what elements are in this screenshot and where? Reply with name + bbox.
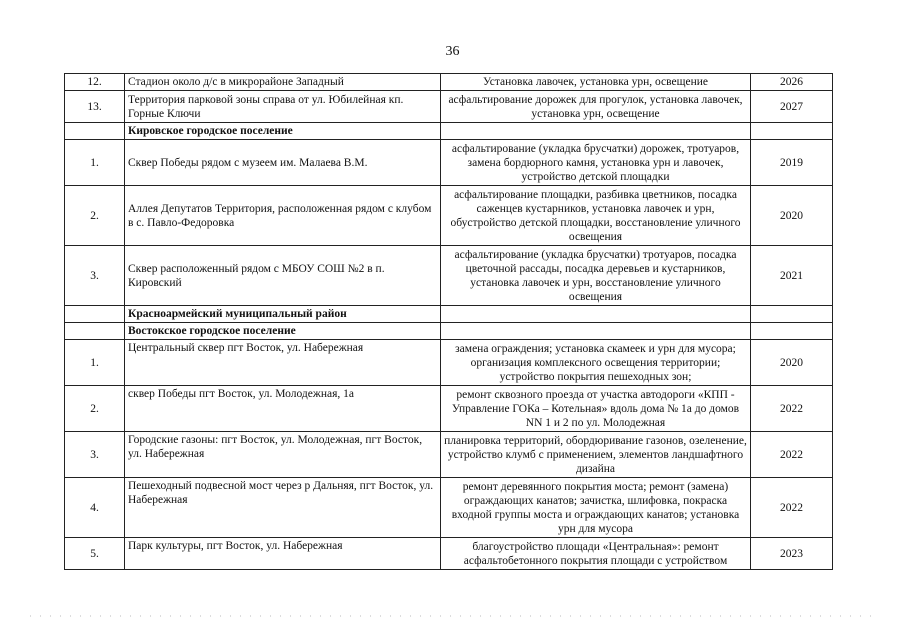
row-number-empty [65,306,125,323]
row-number: 3. [65,246,125,306]
year: 2023 [751,538,833,570]
work-empty [441,306,751,323]
row-number: 4. [65,478,125,538]
year: 2022 [751,386,833,432]
object-name: Центральный сквер пгт Восток, ул. Набережная [125,340,441,386]
row-number: 1. [65,340,125,386]
object-name: Пешеходный подвесной мост через р Дальняя, пгт Восток, ул. Набережная [125,478,441,538]
page-number: 36 [445,44,460,59]
year: 2026 [751,74,833,91]
year: 2021 [751,246,833,306]
table-row [65,386,833,432]
object-name: Сквер расположенный рядом с МБОУ СОШ №2 в п. Кировский [125,246,441,306]
table-row [65,340,833,386]
year: 2020 [751,340,833,386]
work-empty [441,323,751,340]
work-empty [441,123,751,140]
table-row [65,246,833,306]
year: 2022 [751,478,833,538]
row-number: 12. [65,74,125,91]
row-number-empty [65,323,125,340]
section-row [65,123,833,140]
row-number: 2. [65,186,125,246]
object-name: Аллея Депутатов Территория, расположенная рядом с клубом в с. Павло-Федоровка [125,186,441,246]
object-name: Городские газоны: пгт Восток, ул. Молодежная, пгт Восток, ул. Набережная [125,432,441,478]
work-description: асфальтирование площадки, разбивка цветников, посадка саженцев кустарников, установка лавочек и урн, обустройство детской площадки, восстановление уличного освещения [441,186,751,246]
table-row [65,140,833,186]
year-empty [751,123,833,140]
work-description: асфальтирование дорожек для прогулок, установка лавочек, установка урн, освещение [441,91,751,123]
table-row [65,432,833,478]
year: 2022 [751,432,833,478]
work-description: благоустройство площади «Центральная»: ремонт асфальтобетонного покрытия площади с устройством [441,538,751,570]
section-row [65,323,833,340]
section-title: Кировское городское поселение [125,123,441,140]
year-empty [751,323,833,340]
row-number: 5. [65,538,125,570]
table-row [65,478,833,538]
section-title: Востокское городское поселение [125,323,441,340]
table-row [65,74,833,91]
row-number: 1. [65,140,125,186]
object-name: Территория парковой зоны справа от ул. Юбилейная кп. Горные Ключи [125,91,441,123]
table-row [65,538,833,570]
work-description: замена ограждения; установка скамеек и урн для мусора; организация комплексного освещения территории; устройство покрытия пешеходных зон; [441,340,751,386]
work-description: асфальтирование (укладка брусчатки) дорожек, тротуаров, замена бордюрного камня, установка урн и лавочек, устройство детской площадки [441,140,751,186]
scan-artifact-dots [0,604,905,634]
row-number: 2. [65,386,125,432]
year: 2019 [751,140,833,186]
row-number: 3. [65,432,125,478]
work-description: планировка территорий, обордюривание газонов, озеленение, устройство клумб с применением, элементов ландшафтного дизайна [441,432,751,478]
row-number: 13. [65,91,125,123]
year: 2027 [751,91,833,123]
work-description: ремонт деревянного покрытия моста; ремонт (замена) ограждающих канатов; зачистка, шлифовка, покраска входной группы моста и ограждающих канатов; установка урн для мусора [441,478,751,538]
section-row [65,306,833,323]
table-row [65,186,833,246]
row-number-empty [65,123,125,140]
work-description: ремонт сквозного проезда от участка автодороги «КПП - Управление ГОКа – Котельная» вдоль дома № 1а до домов NN 1 и 2 по ул. Молодежная [441,386,751,432]
section-title: Красноармейский муниципальный район [125,306,441,323]
improvement-table [64,73,833,570]
table-row [65,91,833,123]
object-name: Стадион около д/с в микрорайоне Западный [125,74,441,91]
object-name: сквер Победы пгт Восток, ул. Молодежная, 1а [125,386,441,432]
year-empty [751,306,833,323]
year: 2020 [751,186,833,246]
work-description: асфальтирование (укладка брусчатки) тротуаров, посадка цветочной рассады, посадка деревьев и кустарников, установка лавочек и урн, восстановление уличного освещения [441,246,751,306]
object-name: Сквер Победы рядом с музеем им. Малаева В.М. [125,140,441,186]
object-name: Парк культуры, пгт Восток, ул. Набережная [125,538,441,570]
work-description: Установка лавочек, установка урн, освещение [441,74,751,91]
